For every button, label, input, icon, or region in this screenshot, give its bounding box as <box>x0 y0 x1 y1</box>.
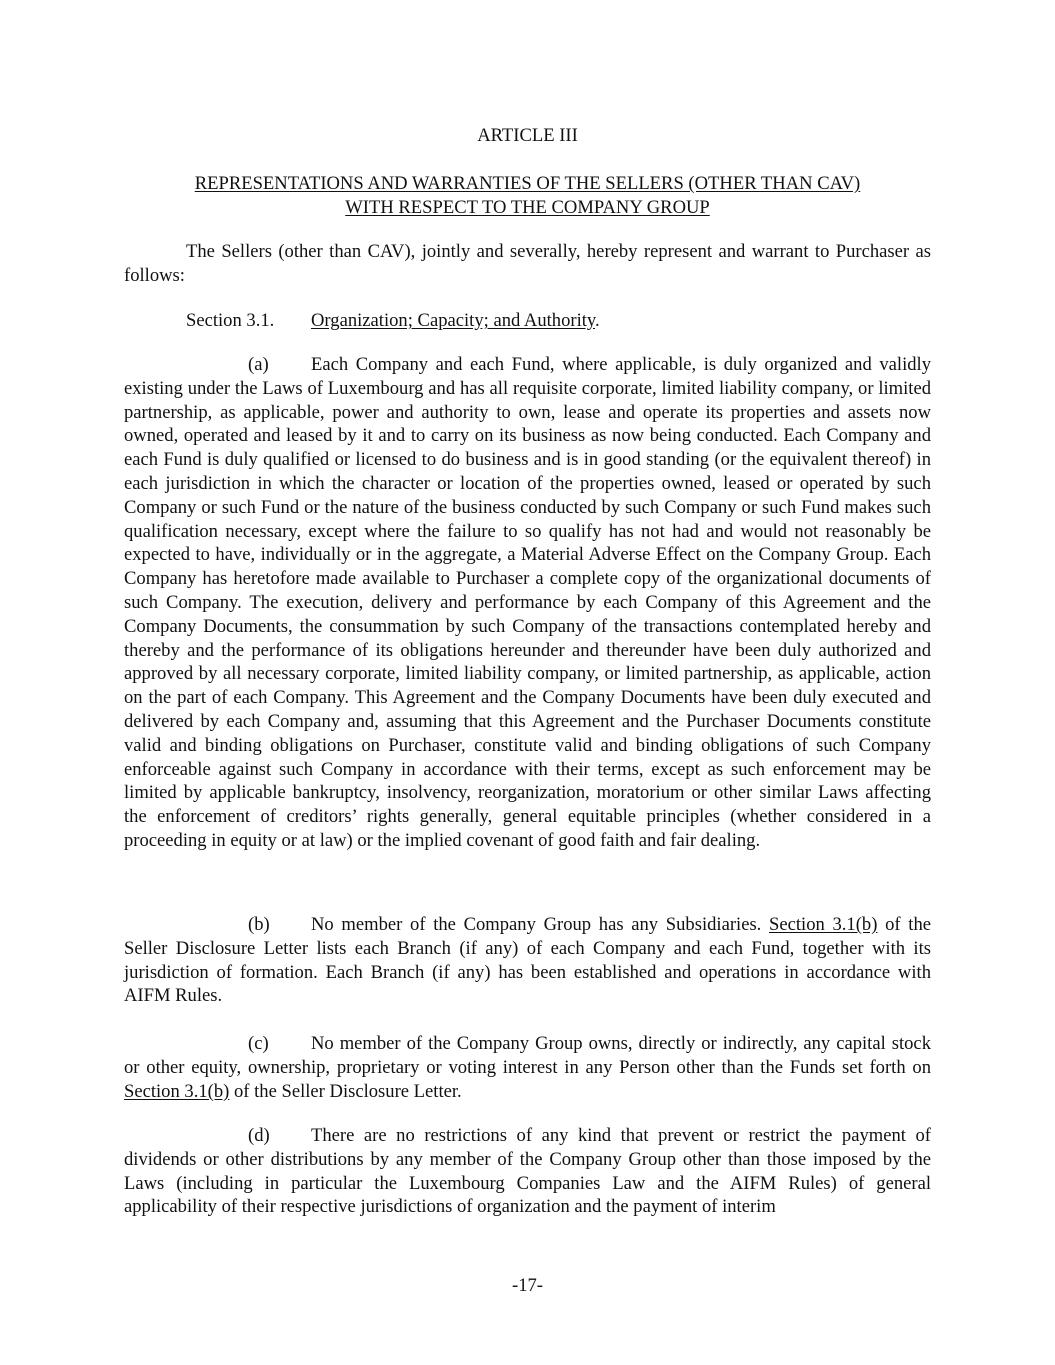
section-title-period: . <box>595 310 600 331</box>
paragraph-d-text: There are no restrictions of any kind that prevent or restrict the payment of dividends or other distributions by any member of the Company Group other than those imposed by the Laws (including in particular the Luxembourg Companies Law and the AIFM Rules) of general applicability of their respective jurisdictions of organization and the payment of interim <box>124 1125 931 1218</box>
intro-paragraph: The Sellers (other than CAV), jointly and severally, hereby represent and warrant to Purchaser as follows: <box>124 241 931 286</box>
paragraph-b-text-before: No member of the Company Group has any Subsidiaries. <box>311 914 770 935</box>
paragraph-b-label: (b) <box>248 914 270 935</box>
section-reference-link: Section 3.1(b) <box>769 914 878 935</box>
paragraph-c-text-before: No member of the Company Group owns, directly or indirectly, any capital stock or other equity, ownership, proprietary or voting interest in any Person other than the Funds set forth on <box>124 1033 931 1078</box>
paragraph-a-label: (a) <box>248 354 269 375</box>
article-heading <box>124 172 931 220</box>
paragraph-d-label: (d) <box>248 1125 270 1146</box>
paragraph-c-text-after: of the Seller Disclosure Letter. <box>229 1080 462 1102</box>
section-reference-link: Section 3.1(b) <box>124 1080 230 1102</box>
paragraph-d <box>124 1124 931 1219</box>
paragraph-a <box>124 353 931 853</box>
section-title: Organization; Capacity; and Authority <box>311 310 596 331</box>
section-heading <box>186 309 600 333</box>
article-title: ARTICLE III <box>477 125 578 146</box>
article-heading-line-2: WITH RESPECT TO THE COMPANY GROUP <box>345 196 710 218</box>
paragraph-a-text: Each Company and each Fund, where applicable, is duly organized and validly existing under the Laws of Luxembourg and has all requisite corporate, limited liability company, or limited partnership, as applicable, power and authority to own, lease and operate its properties and assets now owned, operated and leased by it and to carry on its business as now being conducted. Each Company and each Fund is duly qualified or licensed to do business and is in good standing (or the equivalent thereof) in each jurisdiction in which the character or location of the properties owned, leased or operated by such Company or such Fund or the nature of the business conducted by such Company or such Fund makes such qualification necessary, except where the failure to so qualify has not had and would not reasonably be expected to have, individually or in the aggregate, a Material Adverse Effect on the Company Group. Each Company has heretofore made available to Purchaser a complete copy of the organizational documents of such Company. The execution, delivery and performance by each Company of this Agreement and the Company Documents, the consummation by such Company of the transactions contemplated hereby and thereby and the performance of its obligations hereunder and thereunder have been duly authorized and approved by all necessary corporate, limited liability company, or limited partnership, as applicable, action on the part of each Company. This Agreement and the Company Documents have been duly executed and delivered by each Company and, assuming that this Agreement and the Purchaser Documents constitute valid and binding obligations on Purchaser, constitute valid and binding obligations of such Company enforceable against such Company in accordance with their terms, except as such enforcement may be limited by applicable bankruptcy, insolvency, reorganization, moratorium or other similar Laws affecting the enforcement of creditors’ rights generally, general equitable principles (whether considered in a proceeding in equity or at law) or the implied covenant of good faith and fair dealing. <box>124 354 931 851</box>
paragraph-b <box>124 913 931 1008</box>
section-number: Section 3.1. <box>186 310 275 331</box>
article-heading-line-1: REPRESENTATIONS AND WARRANTIES OF THE SELLERS (OTHER THAN CAV) <box>194 173 861 194</box>
paragraph-c-label: (c) <box>248 1033 269 1054</box>
paragraph-c <box>124 1032 931 1103</box>
page-number: -17- <box>512 1275 543 1296</box>
paragraph-b-text-after: of the Seller Disclosure Letter lists each Branch (if any) of each Company and each Fund, together with its jurisdiction of formation. Each Branch (if any) has been established and operations in accordance with AIFM Rules. <box>124 914 931 1007</box>
